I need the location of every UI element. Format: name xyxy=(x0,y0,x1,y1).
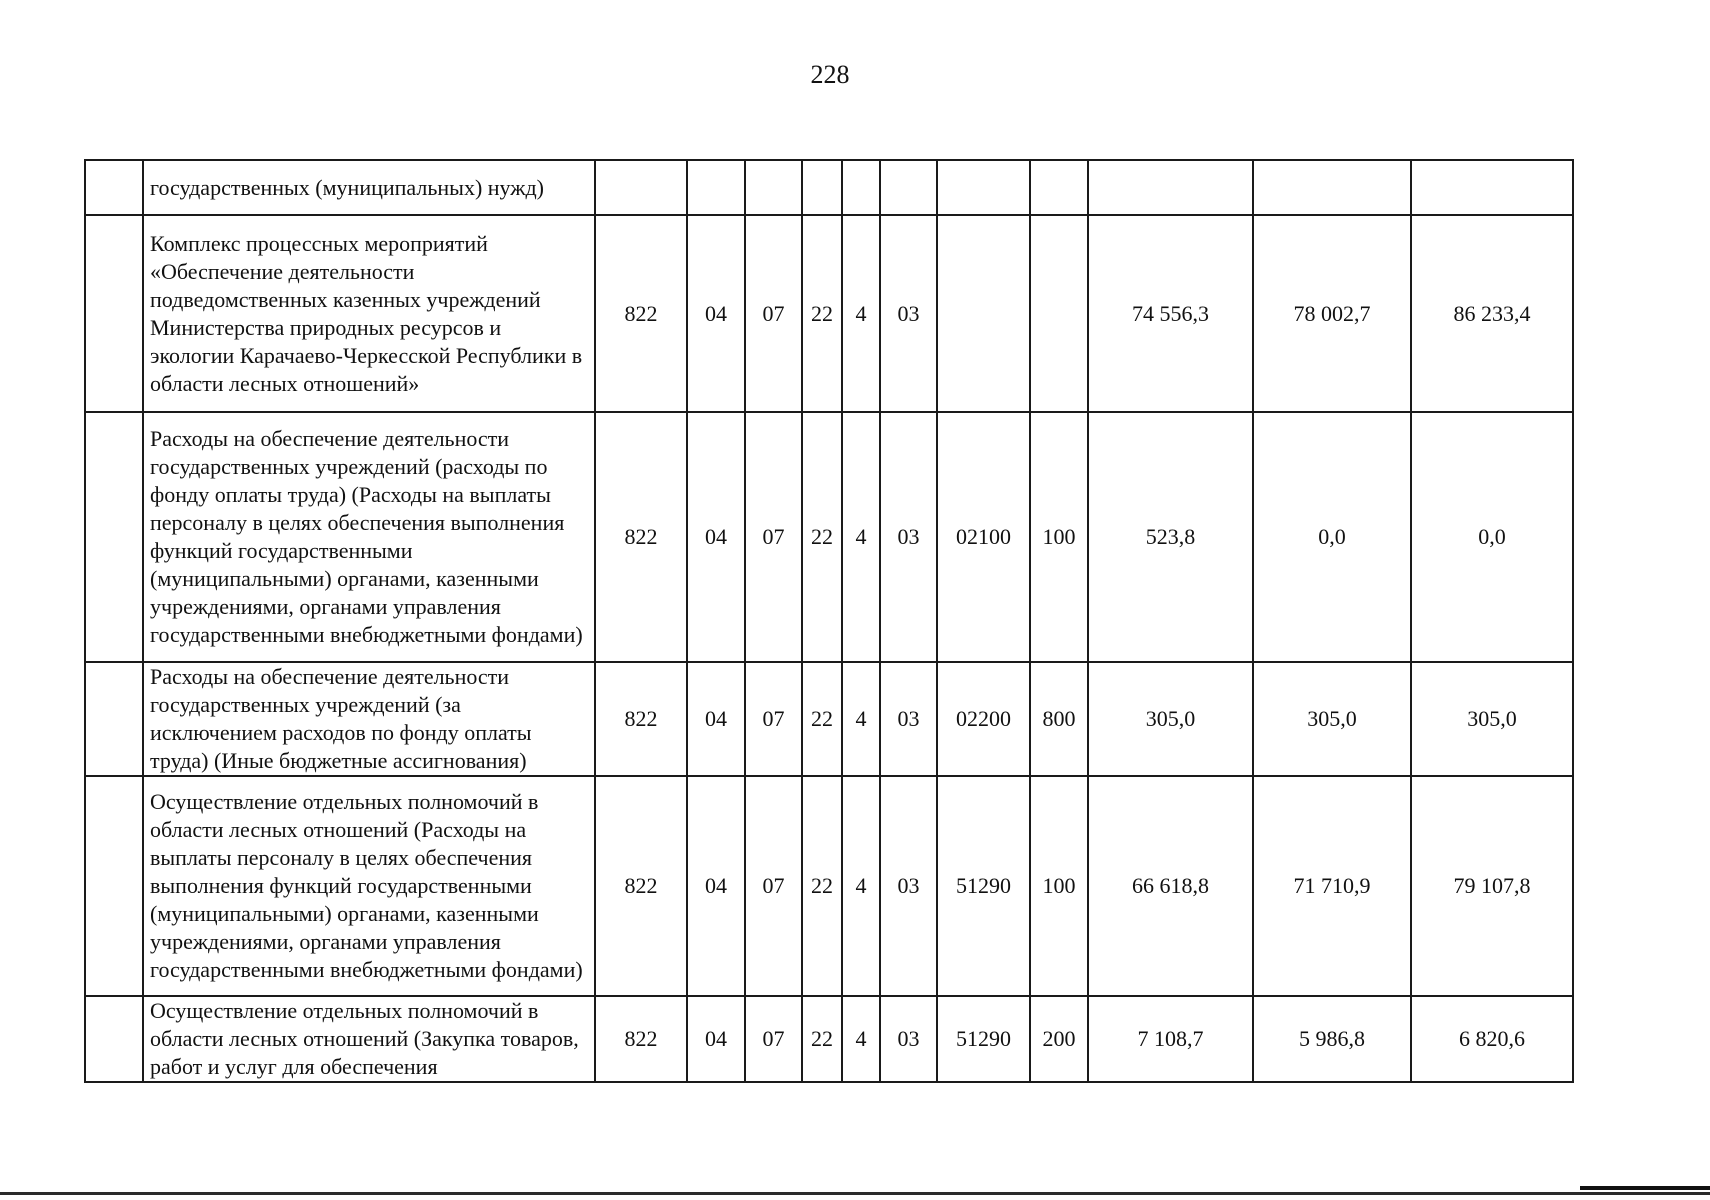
direction-code xyxy=(937,215,1030,412)
table-row xyxy=(85,215,1573,412)
section-code: 04 xyxy=(687,412,745,662)
subprogram-type-code: 4 xyxy=(842,215,880,412)
program-code: 22 xyxy=(802,996,842,1082)
subsection-code: 07 xyxy=(745,215,802,412)
subsection-code: 07 xyxy=(745,996,802,1082)
subprogram-type-code: 4 xyxy=(842,662,880,776)
amount-year-3: 86 233,4 xyxy=(1411,215,1573,412)
amount-year-1: 523,8 xyxy=(1088,412,1253,662)
expense-type-code: 100 xyxy=(1030,412,1088,662)
amount-year-2: 0,0 xyxy=(1253,412,1411,662)
section-code xyxy=(687,160,745,215)
subprogram-type-code: 4 xyxy=(842,412,880,662)
table-body xyxy=(85,160,1573,1082)
amount-year-3: 6 820,6 xyxy=(1411,996,1573,1082)
expense-type-code: 100 xyxy=(1030,776,1088,996)
amount-year-1: 7 108,7 xyxy=(1088,996,1253,1082)
amount-year-2 xyxy=(1253,160,1411,215)
subsection-code xyxy=(745,160,802,215)
direction-code: 02200 xyxy=(937,662,1030,776)
complex-code: 03 xyxy=(880,662,937,776)
program-code: 22 xyxy=(802,412,842,662)
complex-code: 03 xyxy=(880,996,937,1082)
amount-year-2: 5 986,8 xyxy=(1253,996,1411,1082)
amount-year-3: 79 107,8 xyxy=(1411,776,1573,996)
amount-year-1: 305,0 xyxy=(1088,662,1253,776)
subsection-code: 07 xyxy=(745,662,802,776)
section-code: 04 xyxy=(687,662,745,776)
expense-type-code xyxy=(1030,160,1088,215)
expense-type-code: 200 xyxy=(1030,996,1088,1082)
direction-code: 51290 xyxy=(937,776,1030,996)
page-number: 228 xyxy=(810,60,850,89)
complex-code xyxy=(880,160,937,215)
amount-year-1: 74 556,3 xyxy=(1088,215,1253,412)
row-description: государственных (муниципальных) нужд) xyxy=(143,160,595,215)
amount-year-3 xyxy=(1411,160,1573,215)
table-row xyxy=(85,412,1573,662)
row-index xyxy=(85,160,143,215)
row-description: Осуществление отдельных полномочий в области лесных отношений (Расходы на выплаты персоналу в целях обеспечения выполнения функций государственными (муниципальными) органами, казенными учреждениями, органами управления государственными внебюджетными фондами) xyxy=(143,776,595,996)
grbs-code: 822 xyxy=(595,412,687,662)
complex-code: 03 xyxy=(880,776,937,996)
expense-type-code: 800 xyxy=(1030,662,1088,776)
scan-edge-mark xyxy=(1580,1186,1710,1190)
grbs-code: 822 xyxy=(595,776,687,996)
subsection-code: 07 xyxy=(745,776,802,996)
row-index xyxy=(85,776,143,996)
budget-table xyxy=(84,159,1574,1083)
direction-code xyxy=(937,160,1030,215)
amount-year-3: 0,0 xyxy=(1411,412,1573,662)
direction-code: 51290 xyxy=(937,996,1030,1082)
program-code: 22 xyxy=(802,215,842,412)
table-row xyxy=(85,662,1573,776)
amount-year-3: 305,0 xyxy=(1411,662,1573,776)
row-index xyxy=(85,662,143,776)
table-row xyxy=(85,996,1573,1082)
amount-year-2: 71 710,9 xyxy=(1253,776,1411,996)
section-code: 04 xyxy=(687,215,745,412)
program-code: 22 xyxy=(802,662,842,776)
grbs-code: 822 xyxy=(595,662,687,776)
section-code: 04 xyxy=(687,996,745,1082)
amount-year-2: 78 002,7 xyxy=(1253,215,1411,412)
row-index xyxy=(85,996,143,1082)
program-code: 22 xyxy=(802,776,842,996)
grbs-code: 822 xyxy=(595,996,687,1082)
row-description: Расходы на обеспечение деятельности государственных учреждений (за исключением расходов по фонду оплаты труда) (Иные бюджетные ассигнования) xyxy=(143,662,595,776)
program-code xyxy=(802,160,842,215)
section-code: 04 xyxy=(687,776,745,996)
scan-edge-line xyxy=(0,1192,1710,1195)
row-description: Расходы на обеспечение деятельности государственных учреждений (расходы по фонду оплаты труда) (Расходы на выплаты персоналу в целях обеспечения выполнения функций государственными (муниципальными) органами, казенными учреждениями, органами управления государственными внебюджетными фондами) xyxy=(143,412,595,662)
subprogram-type-code xyxy=(842,160,880,215)
subsection-code: 07 xyxy=(745,412,802,662)
complex-code: 03 xyxy=(880,412,937,662)
amount-year-1: 66 618,8 xyxy=(1088,776,1253,996)
table-row xyxy=(85,160,1573,215)
grbs-code: 822 xyxy=(595,215,687,412)
row-description: Осуществление отдельных полномочий в области лесных отношений (Закупка товаров, работ и услуг для обеспечения xyxy=(143,996,595,1082)
direction-code: 02100 xyxy=(937,412,1030,662)
subprogram-type-code: 4 xyxy=(842,776,880,996)
table-row xyxy=(85,776,1573,996)
complex-code: 03 xyxy=(880,215,937,412)
row-index xyxy=(85,412,143,662)
subprogram-type-code: 4 xyxy=(842,996,880,1082)
row-description: Комплекс процессных мероприятий «Обеспечение деятельности подведомственных казенных учреждений Министерства природных ресурсов и экологии Карачаево-Черкесской Республики в области лесных отношений» xyxy=(143,215,595,412)
grbs-code xyxy=(595,160,687,215)
expense-type-code xyxy=(1030,215,1088,412)
row-index xyxy=(85,215,143,412)
amount-year-1 xyxy=(1088,160,1253,215)
amount-year-2: 305,0 xyxy=(1253,662,1411,776)
